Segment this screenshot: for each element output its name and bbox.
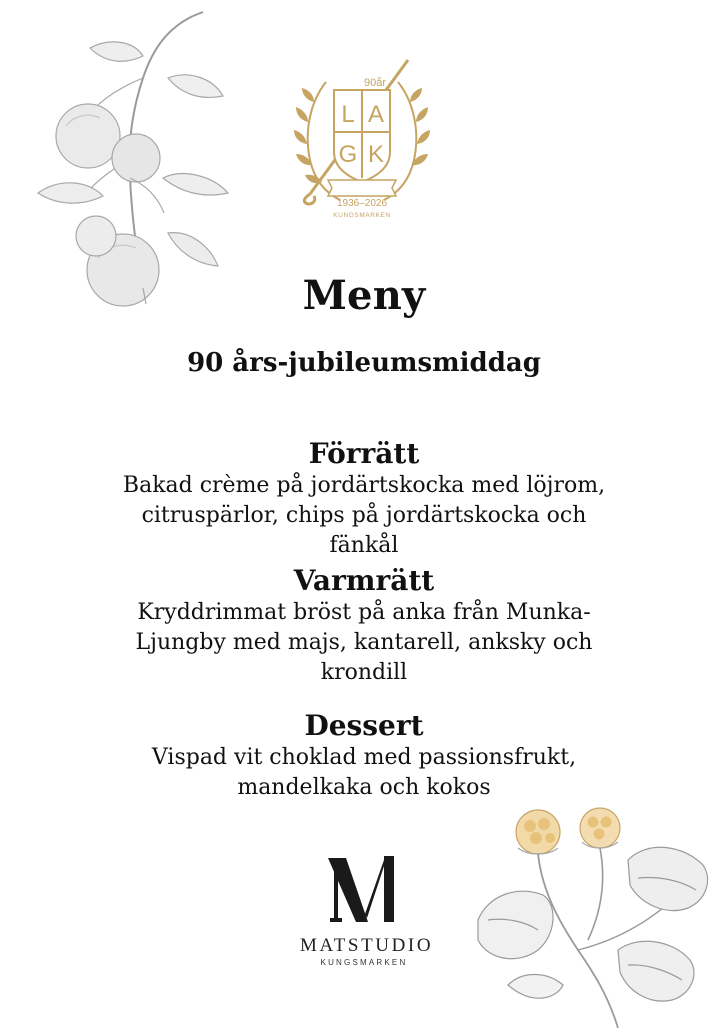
description-line: citruspärlor, chips på jordärtskocka och fänkål bbox=[141, 503, 587, 558]
club-emblem bbox=[292, 52, 432, 222]
emblem-anniversary: 90år bbox=[364, 77, 387, 89]
emblem-place: KUNGSMARKEN bbox=[333, 212, 391, 219]
course-starter bbox=[0, 437, 728, 561]
restaurant-location: KUNGSMARKEN bbox=[320, 958, 408, 967]
course-description bbox=[104, 471, 624, 561]
cloudberry-icon bbox=[580, 808, 620, 848]
cloudberry-branch-illustration bbox=[468, 800, 728, 1030]
course-heading: Varmrätt bbox=[293, 564, 435, 597]
course-heading: Förrätt bbox=[308, 437, 420, 470]
emblem-letter-a: A bbox=[367, 101, 385, 128]
description-line: mandelkaka och kokos bbox=[237, 775, 491, 800]
emblem-letter-k: K bbox=[367, 141, 385, 168]
menu-title: Meny bbox=[302, 272, 426, 319]
course-main bbox=[0, 564, 728, 688]
menu-subtitle: 90 års-jubileumsmiddag bbox=[187, 348, 541, 378]
description-line: Vispad vit choklad med passionsfrukt, bbox=[151, 745, 577, 770]
course-description bbox=[129, 598, 599, 688]
course-dessert bbox=[0, 709, 728, 803]
description-line: Kryddrimmat bröst på anka från Munka- bbox=[137, 600, 591, 625]
matstudio-m-icon bbox=[328, 852, 400, 926]
emblem-years: 1936–2026 bbox=[336, 198, 388, 209]
restaurant-name: MATSTUDIO bbox=[300, 935, 434, 956]
emblem-letter-l: L bbox=[341, 101, 355, 128]
description-line: Bakad crème på jordärtskocka med löjrom, bbox=[122, 473, 606, 498]
restaurant-logo bbox=[300, 852, 434, 982]
course-description bbox=[104, 743, 624, 803]
description-line: Ljungby med majs, kantarell, anksky och bbox=[135, 630, 593, 655]
description-line: krondill bbox=[320, 660, 408, 685]
course-heading: Dessert bbox=[304, 709, 424, 742]
cloudberry-icon bbox=[516, 810, 560, 854]
emblem-letter-g: G bbox=[338, 141, 358, 168]
apple-branch-illustration bbox=[18, 8, 248, 308]
